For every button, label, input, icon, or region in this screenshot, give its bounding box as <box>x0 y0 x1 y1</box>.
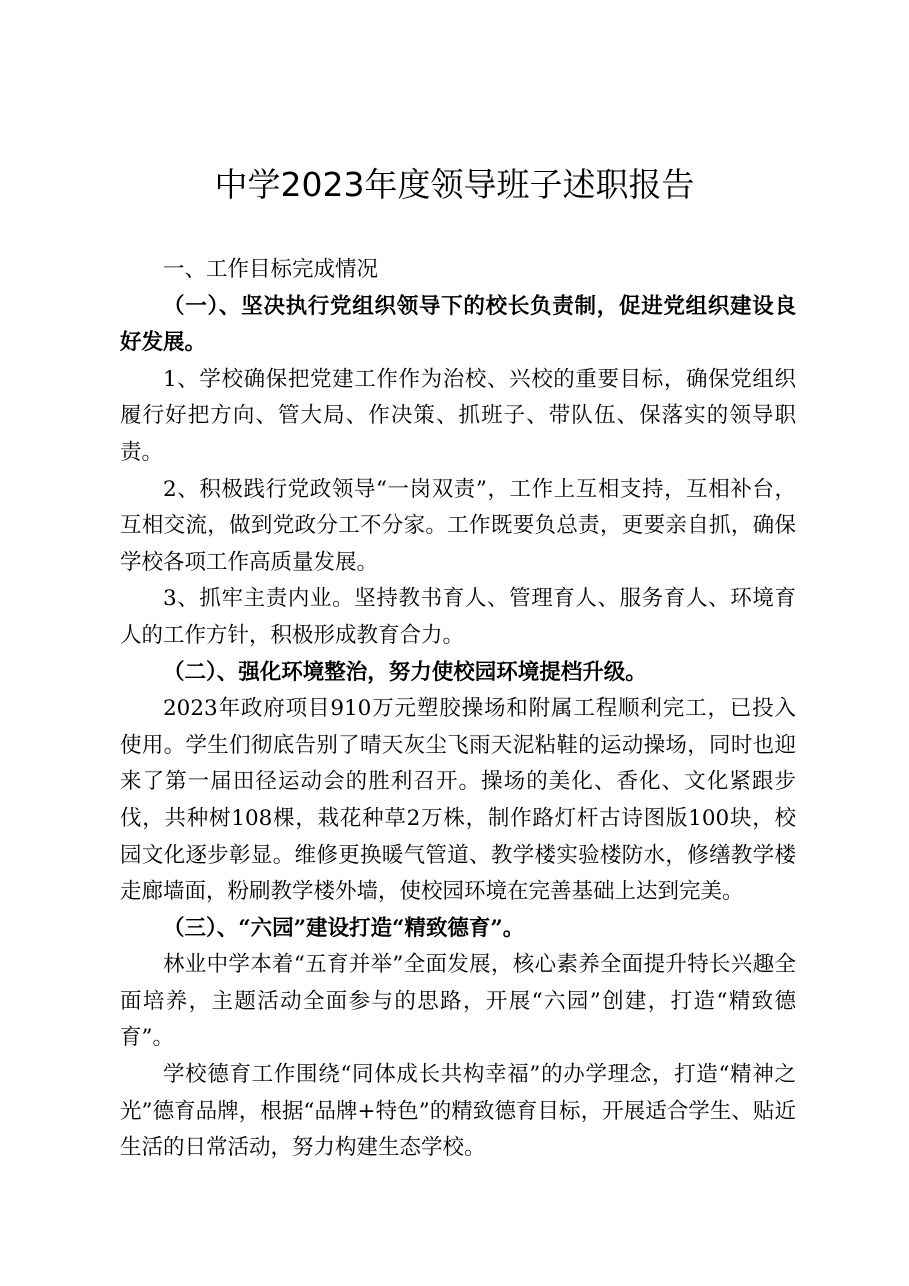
document-body <box>120 252 796 1167</box>
paragraph: 2、积极践行党政领导“一岗双责”，工作上互相支持，互相补台，互相交流，做到党政分工不分家。工作既要负总责，更要亲自抓，确保学校各项工作高质量发展。 <box>120 476 796 575</box>
subsection-heading-3: （三）、“六园”建设打造“精致德育”。 <box>163 915 525 941</box>
paragraph: 学校德育工作围绕“同体成长共构幸福”的办学理念，打造“精神之光”德育品牌，根据“品牌+特色”的精致德育目标，开展适合学生、贴近生活的日常活动，努力构建生态学校。 <box>120 1062 796 1161</box>
document-title: 中学2023年度领导班子述职报告 <box>214 165 695 204</box>
section-heading-1: 一、工作目标完成情况 <box>163 257 379 282</box>
paragraph: 1、学校确保把党建工作作为治校、兴校的重要目标，确保党组织履行好把方向、管大局、作决策、抓班子、带队伍、保落实的领导职责。 <box>120 366 796 465</box>
paragraph: 3、抓牢主责内业。坚持教书育人、管理育人、服务育人、环境育人的工作方针，积极形成教育合力。 <box>120 586 796 648</box>
paragraph: 林业中学本着“五育并举”全面发展，核心素养全面提升特长兴趣全面培养，主题活动全面参与的思路，开展“六园”创建，打造“精致德育”。 <box>120 952 796 1051</box>
paragraph: 2023年政府项目910万元塑胶操场和附属工程顺利完工，已投入使用。学生们彻底告别了晴天灰尘飞雨天泥粘鞋的运动操场，同时也迎来了第一届田径运动会的胜利召开。操场的美化、香化、文化紧跟步伐，共种树108棵，栽花种草2万株，制作路灯杆古诗图版100块，校园文化逐步彰显。维修更换暖气管道、教学楼实验楼防水，修缮教学楼走廊墙面，粉刷教学楼外墙，使校园环境在完善基础上达到完美。 <box>120 696 796 905</box>
subsection-heading-1: （一）、坚决执行党组织领导下的校长负责制，促进党组织建设良好发展。 <box>120 293 796 356</box>
subsection-heading-2: （二）、强化环境整治，努力使校园环境提档升级。 <box>163 659 647 685</box>
